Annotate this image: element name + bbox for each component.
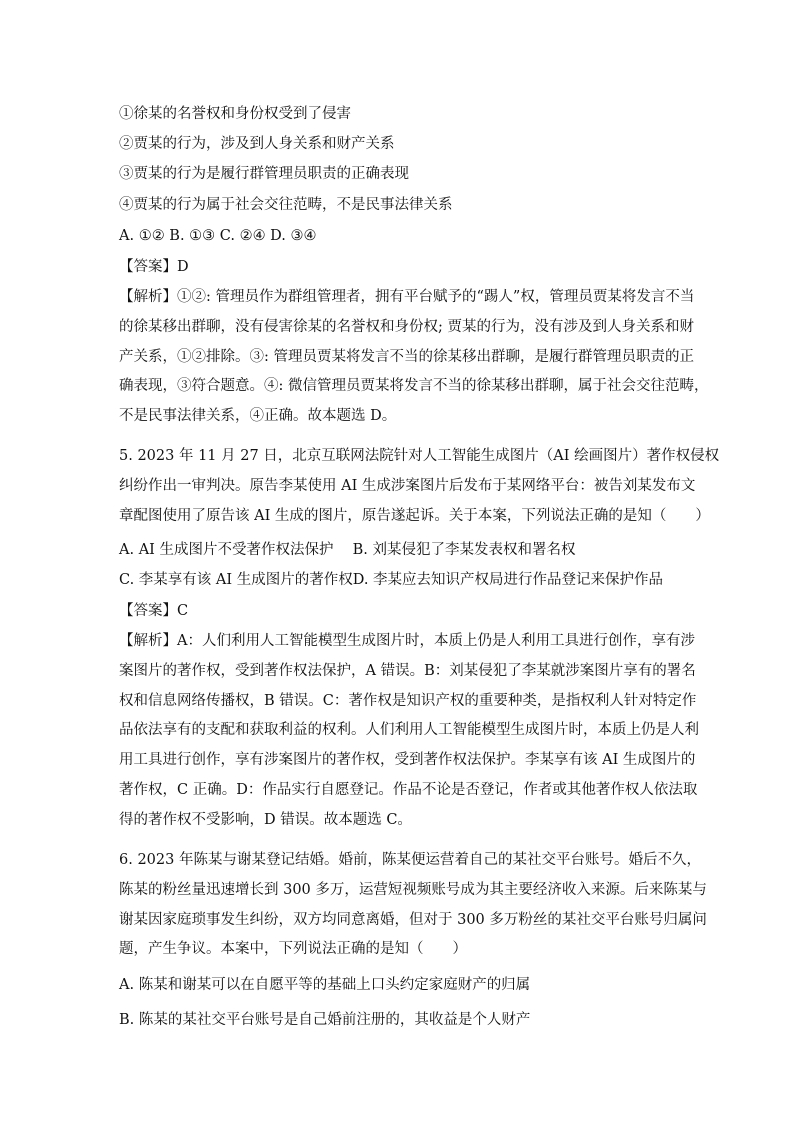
q4-analysis-line: 【解析】①②: 管理员作为群组管理者，拥有平台赋予的“踢人”权，管理员贾某将发言不当 [119,289,695,305]
q5-options-ab: A. AI 生成图片不受著作权法保护 B. 刘某侵犯了李某发表权和署名权 [119,542,576,558]
q4-analysis-line: 的徐某移出群聊，没有侵害徐某的名誉权和身份权; 贾某的行为，没有涉及到人身关系和财 [119,318,694,335]
statement-3: ③贾某的行为是履行群管理员职责的正确表现 [119,166,409,182]
q6-option-a: A. 陈某和谢某可以在自愿平等的基础上口头约定家庭财产的归属 [119,977,531,993]
q5-analysis-line: 权和信息网络传播权，B 错误。C：著作权是知识产权的重要种类，是指权利人针对特定作 [119,692,697,709]
q6-stem-line: 6. 2023 年陈某与谢某登记结婚。婚前，陈某便运营着自己的某社交平台账号。婚后不久， [119,852,701,868]
q5-analysis-line: 得的著作权不受影响，D 错误。故本题选 C。 [119,811,412,828]
q6-stem-line: 题，产生争议。本案中，下列说法正确的是知（ ） [119,941,467,958]
statement-4: ④贾某的行为属于社会交往范畴，不是民事法律关系 [119,197,453,213]
q5-stem-line: 5. 2023 年 11 月 27 日，北京互联网法院针对人工智能生成图片（AI 绘画图片）著作权侵权 [119,448,720,464]
q6-option-b: B. 陈某的某社交平台账号是自己婚前注册的，其收益是个人财产 [119,1012,531,1028]
q4-analysis-line: 不是民事法律关系，④正确。故本题选 D。 [119,408,397,425]
q5-analysis-line: 著作权，C 正确。D：作品实行自愿登记。作品不论是否登记，作者或其他著作权人依法取 [119,781,698,798]
statement-2: ②贾某的行为，涉及到人身关系和财产关系 [119,136,395,152]
q5-options-cd: C. 李某享有该 AI 生成图片的著作权D. 李某应去知识产权局进行作品登记来保护作品 [119,572,664,588]
q6-stem [119,846,707,965]
q5-analysis-line: 品依法享有的支配和获取利益的权利。人们利用人工智能模型生成图片时，本质上仍是人利 [119,722,699,739]
q5-analysis-line: 案图片的著作权，受到著作权法保护，A 错误。B：刘某侵犯了李某就涉案图片享有的署名 [119,662,696,679]
q4-options: A. ①② B. ①③ C. ②④ D. ③④ [119,228,317,244]
q5-analysis [119,627,699,836]
q6-stem-line: 谢某因家庭琐事发生纠纷，双方均同意离婚，但对于 300 多万粉丝的某社交平台账号归属问 [119,911,707,928]
statement-1: ①徐某的名誉权和身份权受到了侵害 [119,106,351,122]
q4-analysis [119,283,709,432]
q5-analysis-line: 【解析】A：人们利用人工智能模型生成图片时，本质上仍是人利用工具进行创作，享有涉 [119,633,695,649]
q6-stem-line: 陈某的粉丝量迅速增长到 300 多万，运营短视频账号成为其主要经济收入来源。后来陈某与 [119,881,707,898]
q5-stem-line: 章配图使用了原告该 AI 生成的图片，原告遂起诉。关于本案，下列说法正确的是知（ ） [119,507,710,524]
q5-analysis-line: 用工具进行创作，享有涉案图片的著作权，受到著作权法保护。李某享有该 AI 生成图片的 [119,752,696,769]
q5-stem [119,442,720,531]
q4-analysis-line: 确表现，③符合题意。④: 微信管理员贾某将发言不当的徐某移出群聊，属于社会交往范畴， [119,378,709,395]
q4-analysis-line: 产关系，①②排除。③: 管理员贾某将发言不当的徐某移出群聊，是履行群管理员职责的正 [119,348,694,365]
q4-answer: 【答案】D [119,259,189,275]
q5-stem-line: 纠纷作出一审判决。原告李某使用 AI 生成涉案图片后发布于某网络平台：被告刘某发布文 [119,477,696,494]
q5-answer: 【答案】C [119,603,189,619]
